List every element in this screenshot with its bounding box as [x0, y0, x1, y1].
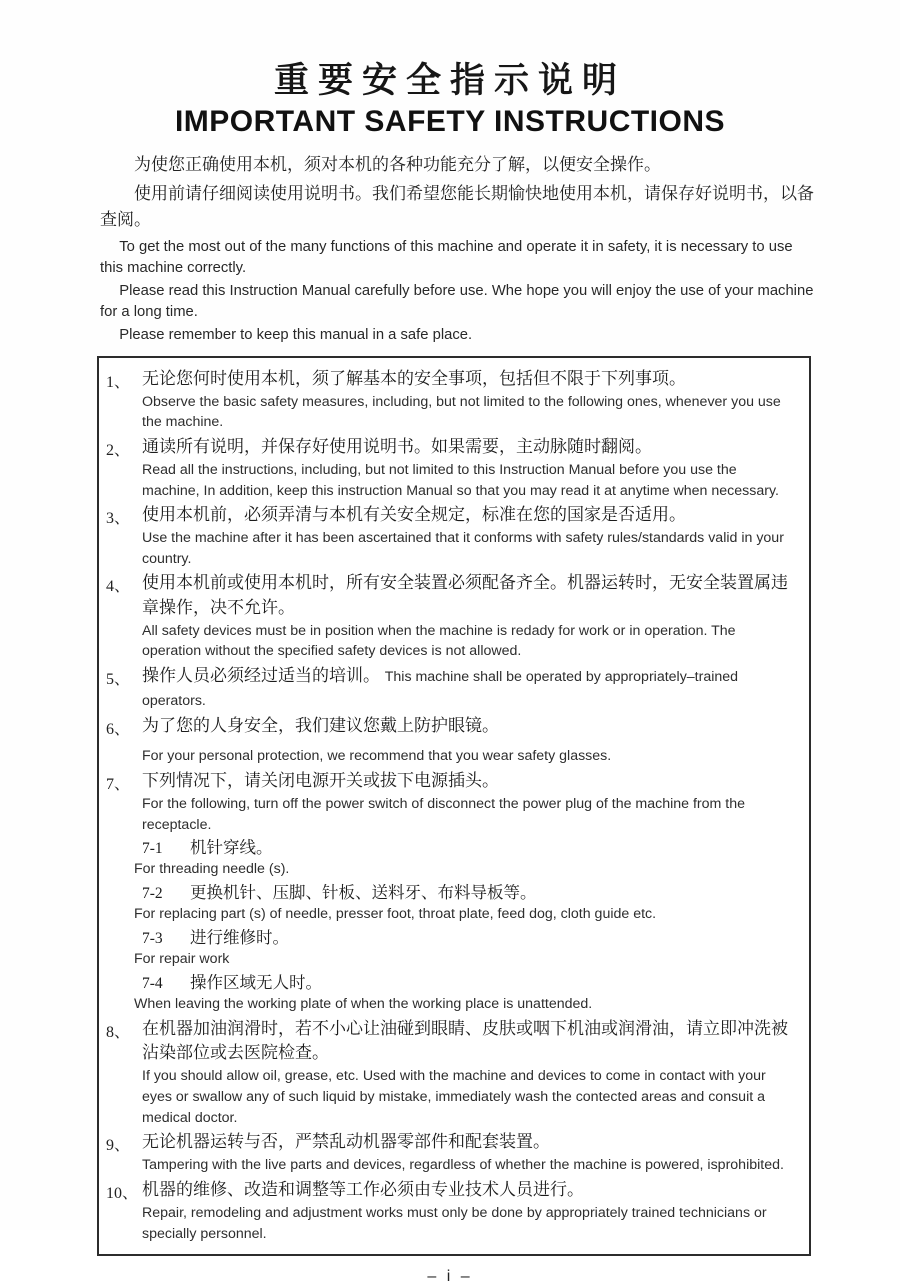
subitem-text-zh: 机针穿线。 — [190, 839, 273, 858]
item-number: 9、 — [106, 1137, 131, 1155]
safety-item-1 — [106, 367, 795, 433]
item-number: 7、 — [106, 775, 131, 793]
intro-paragraph-en-1: To get the most out of the many functions of this machine and operate it in safety, it is necessary to use this machine correctly. — [100, 238, 793, 276]
subitem-text-zh: 进行维修时。 — [190, 929, 289, 948]
safety-item-2 — [106, 435, 795, 501]
safety-instructions-box — [97, 356, 811, 1257]
subitem-text-zh: 操作区域无人时。 — [190, 974, 322, 993]
intro-paragraph-en-3: Please remember to keep this manual in a safe place. — [119, 326, 473, 343]
item-text-zh: 无论机器运转与否，严禁乱动机器零部件和配套装置。 — [142, 1132, 550, 1152]
item-text-zh: 使用本机前，必须弄清与本机有关安全规定，标准在您的国家是否适用。 — [142, 505, 686, 525]
safety-subitem-7-1 — [134, 837, 795, 880]
item-text-zh: 机器的维修、改造和调整等工作必须由专业技术人员进行。 — [142, 1179, 584, 1199]
safety-subitem-7-2 — [134, 882, 795, 925]
safety-item-4 — [106, 571, 795, 661]
item-number: 6、 — [106, 721, 131, 739]
subitem-text-en: For replacing part (s) of needle, presser foot, throat plate, feed dog, cloth guide etc. — [134, 906, 657, 923]
item-number: 4、 — [106, 578, 131, 596]
item-text-en: Observe the basic safety measures, including, but not limited to the following ones, whenever you use the machine. — [142, 393, 781, 431]
item-text-zh: 下列情况下，请关闭电源开关或拔下电源插头。 — [142, 770, 499, 790]
safety-item-6 — [106, 714, 795, 767]
item-text-en: All safety devices must be in position when the machine is redady for work or in operation. The operation without the specified safety devices is not allowed. — [142, 622, 736, 660]
item-number: 10、 — [106, 1184, 139, 1202]
page-number: – i – — [427, 1268, 473, 1286]
item-text-en: Repair, remodeling and adjustment works must only be done by appropriately trained technicians or specially personnel. — [142, 1204, 767, 1242]
item-text-zh: 为了您的人身安全，我们建议您戴上防护眼镜。 — [142, 716, 499, 736]
item-text-en: Read all the instructions, including, but not limited to this Instruction Manual before you use the machine, In addition, keep this instruction Manual so that you may read it at anytime when necessary. — [142, 461, 779, 499]
item-number: 5、 — [106, 670, 131, 688]
subitem-text-zh: 更换机针、压脚、针板、送料牙、布料导板等。 — [190, 884, 537, 903]
item-number: 2、 — [106, 441, 131, 459]
item-text-zh: 通读所有说明，并保存好使用说明书。如果需要，主动脉随时翻阅。 — [142, 436, 652, 456]
item-text-zh: 在机器加油润滑时，若不小心让油碰到眼睛、皮肤或咽下机油或润滑油，请立即冲洗被沾染部位或去医院检查。 — [142, 1019, 788, 1063]
subitem-number: 7-2 — [142, 885, 163, 903]
item-text-en: For your personal protection, we recommend that you wear safety glasses. — [142, 748, 612, 765]
item-text-en: Use the machine after it has been ascertained that it conforms with safety rules/standards valid in your country. — [142, 530, 784, 567]
item-text-en: This machine shall be operated by appropriately–trained operators. — [142, 668, 739, 710]
intro-paragraph-en-2: Please read this Instruction Manual carefully before use. Whe hope you will enjoy the use of your machine for a long time. — [100, 282, 814, 320]
safety-item-8 — [106, 1017, 795, 1128]
item-number: 1、 — [106, 373, 131, 391]
safety-item-10 — [106, 1178, 795, 1244]
safety-item-9 — [106, 1130, 795, 1176]
page-title-en: IMPORTANT SAFETY INSTRUCTIONS — [174, 105, 726, 138]
item-text-zh: 使用本机前或使用本机时，所有安全装置必须配备齐全。机器运转时，无安全装置属违章操作，决不允许。 — [142, 573, 788, 617]
subitem-text-en: For threading needle (s). — [134, 861, 290, 878]
safety-item-3 — [106, 503, 795, 569]
item-text-zh: 无论您何时使用本机，须了解基本的安全事项，包括但不限于下列事项。 — [142, 368, 686, 388]
subitem-number: 7-4 — [142, 975, 163, 993]
safety-subitem-7-3 — [134, 927, 795, 970]
item-text-en: If you should allow oil, grease, etc. Used with the machine and devices to come in contact with your eyes or swallow any of such liquid by mistake, immediately wash the contected areas and consuit a medical doctor. — [142, 1068, 766, 1126]
item-text-en: For the following, turn off the power switch of disconnect the power plug of the machine from the receptacle. — [142, 796, 746, 833]
item-text-zh: 操作人员必须经过适当的培训。 — [142, 665, 380, 685]
item-number: 3、 — [106, 510, 131, 528]
intro-section — [100, 152, 818, 346]
intro-paragraph-zh-1: 为使您正确使用本机，须对本机的各种功能充分了解，以便安全操作。 — [134, 154, 661, 174]
item-text-en: Tampering with the live parts and devices, regardless of whether the machine is powered, isprohibited. — [142, 1157, 784, 1174]
safety-item-5 — [106, 664, 795, 712]
safety-subitem-7-4 — [134, 972, 795, 1015]
subitem-text-en: For repair work — [134, 951, 230, 968]
page-title-zh: 重要安全指示说明 — [273, 61, 626, 101]
subitem-number: 7-1 — [142, 840, 163, 858]
subitem-text-en: When leaving the working plate of when the working place is unattended. — [134, 996, 593, 1013]
intro-paragraph-zh-2: 使用前请仔细阅读使用说明书。我们希望您能长期愉快地使用本机，请保存好说明书，以备查阅。 — [100, 183, 814, 230]
item-number: 8、 — [106, 1024, 131, 1042]
safety-item-7 — [106, 769, 795, 1015]
subitem-number: 7-3 — [142, 930, 163, 948]
